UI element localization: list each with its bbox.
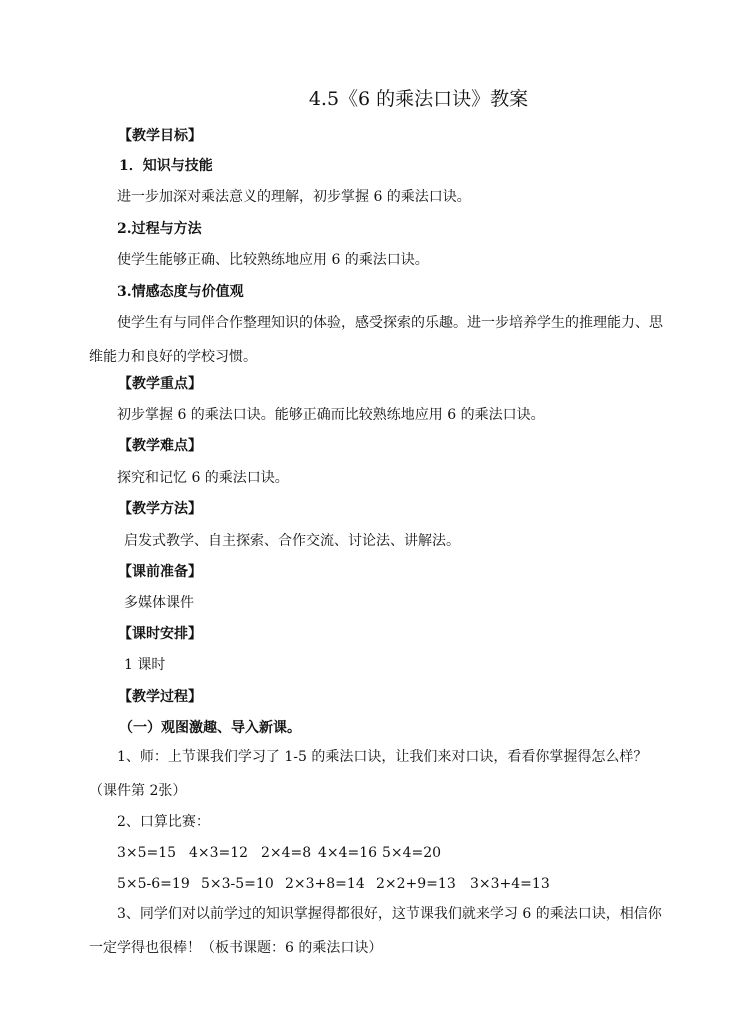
heading-key-points: 【教学重点】 bbox=[118, 376, 202, 392]
section-attitude-text: 使学生有与同伴合作整理知识的体验，感受探索的乐趣。进一步培养学生的推理能力、思维能力和良好的学校习惯。 bbox=[89, 315, 663, 365]
equation: 5×3-5=10 bbox=[201, 876, 274, 892]
equation: 2×3+8=14 bbox=[285, 876, 365, 892]
process-part1-title: （一）观图激趣、导入新课。 bbox=[119, 720, 301, 736]
section-knowledge-title: 1．知识与技能 bbox=[119, 158, 213, 174]
process-paragraph-1: 1、师：上节课我们学习了 1-5 的乘法口诀，让我们来对口诀，看看你掌握得怎么样？（课件第 2张） bbox=[89, 749, 648, 799]
heading-schedule: 【课时安排】 bbox=[118, 626, 202, 642]
section-attitude-title: 3.情感态度与价值观 bbox=[117, 284, 244, 300]
preparation-text: 多媒体课件 bbox=[124, 595, 194, 611]
schedule-text: 1 课时 bbox=[124, 657, 166, 673]
equation: 5×4=20 bbox=[382, 845, 442, 861]
heading-difficulties: 【教学难点】 bbox=[118, 438, 202, 454]
section-process-title: 2.过程与方法 bbox=[117, 221, 202, 237]
equation: 2×4=8 bbox=[261, 845, 312, 861]
difficulties-text: 探究和记忆 6 的乘法口诀。 bbox=[117, 470, 289, 486]
equation: 3×3+4=13 bbox=[470, 876, 550, 892]
equation: 5×5-6=19 bbox=[117, 876, 190, 892]
section-process-text: 使学生能够正确、比较熟练地应用 6 的乘法口诀。 bbox=[117, 252, 429, 268]
heading-goals: 【教学目标】 bbox=[118, 128, 202, 144]
equation: 4×3=12 bbox=[189, 845, 249, 861]
heading-process: 【教学过程】 bbox=[118, 689, 202, 705]
page-title: 4.5《6 的乘法口诀》教案 bbox=[308, 88, 529, 110]
equation: 2×2+9=13 bbox=[376, 876, 456, 892]
heading-preparation: 【课前准备】 bbox=[118, 564, 202, 580]
section-knowledge-text: 进一步加深对乘法意义的理解，初步掌握 6 的乘法口诀。 bbox=[117, 189, 471, 205]
equation: 3×5=15 bbox=[117, 845, 177, 861]
methods-text: 启发式教学、自主探索、合作交流、讨论法、讲解法。 bbox=[124, 533, 460, 549]
equation: 4×4=16 bbox=[318, 845, 378, 861]
key-points-text: 初步掌握 6 的乘法口诀。能够正确而比较熟练地应用 6 的乘法口诀。 bbox=[117, 407, 545, 423]
heading-methods: 【教学方法】 bbox=[118, 501, 202, 517]
process-paragraph-3: 3、同学们对以前学过的知识掌握得都很好，这节课我们就来学习 6 的乘法口诀，相信你一定学得也很棒！（板书课题：6 的乘法口诀） bbox=[89, 906, 662, 956]
process-paragraph-2: 2、口算比赛： bbox=[117, 814, 210, 830]
